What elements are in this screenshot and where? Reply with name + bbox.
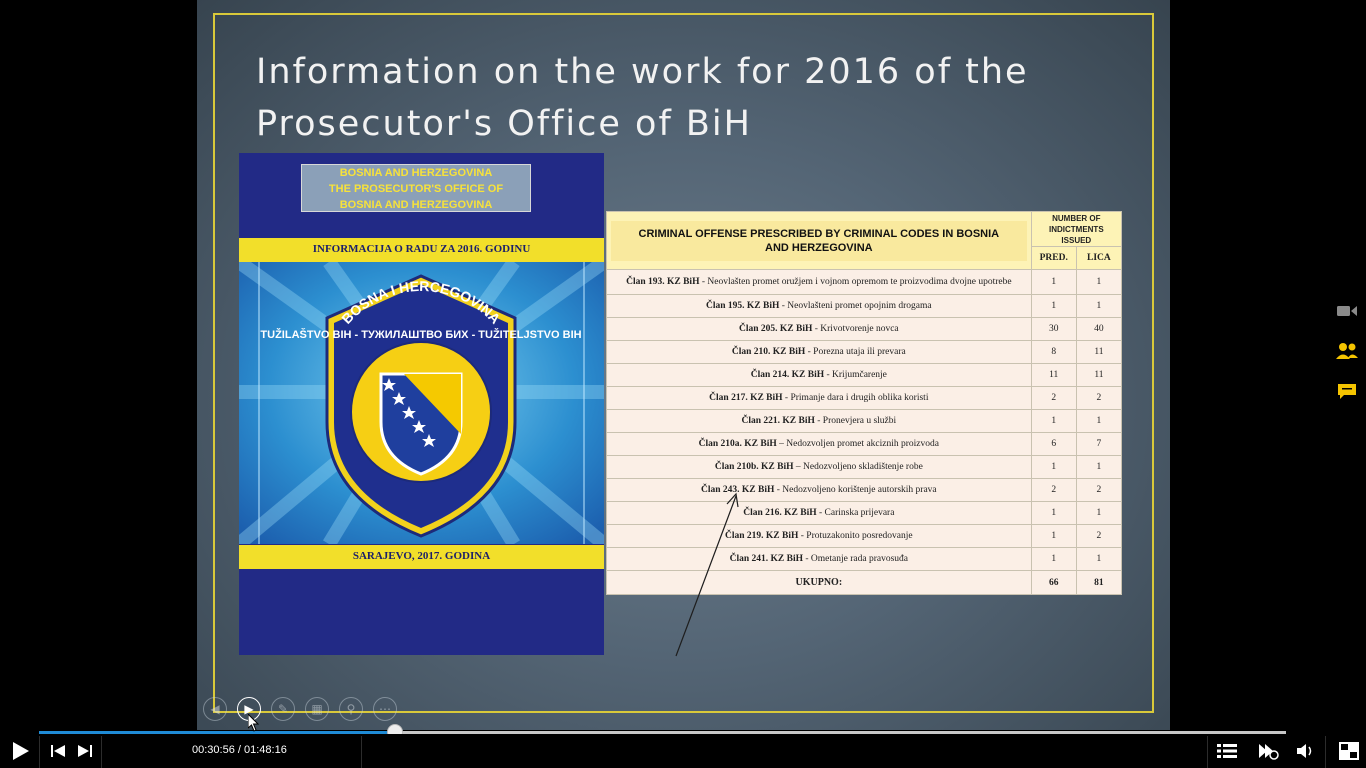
pred-cell: 30 [1031, 318, 1076, 341]
lica-cell: 1 [1076, 548, 1121, 571]
offense-article: Član 210a. KZ BiH [698, 439, 777, 449]
offense-description: Ometanje rada pravosuđa [810, 554, 908, 564]
previous-slide-icon[interactable]: ◀ [203, 697, 227, 721]
current-time: 00:30:56 [192, 744, 235, 756]
offense-description: Pronevjera u službi [822, 416, 897, 426]
pen-icon[interactable]: ✎ [271, 697, 295, 721]
total-lica: 81 [1076, 571, 1121, 595]
lica-cell: 2 [1076, 525, 1121, 548]
offense-separator: - [824, 370, 833, 380]
offense-description: Neovlašteni promet opojnim drogama [787, 301, 932, 311]
offense-separator: - [814, 416, 823, 426]
cover-header-line-1: BOSNIA AND HERZEGOVINA [339, 167, 493, 179]
offense-separator: - [798, 531, 807, 541]
participants-icon[interactable] [1334, 340, 1360, 362]
pred-cell: 2 [1031, 387, 1076, 410]
time-display [192, 734, 287, 768]
lica-cell: 40 [1076, 318, 1121, 341]
offense-description: Neovlašten promet oružjem i vojnom opremom te proizvodima dvojne upotrebe [707, 276, 1012, 287]
pred-cell: 1 [1031, 525, 1076, 548]
pred-cell: 1 [1031, 548, 1076, 571]
offense-separator: - [779, 301, 788, 311]
lica-cell: 1 [1076, 410, 1121, 433]
mouse-cursor [248, 714, 260, 732]
offense-description: Carinska prijevara [824, 508, 895, 518]
skip-previous-button[interactable] [45, 734, 71, 768]
lica-cell: 1 [1076, 456, 1121, 479]
offense-article: Član 217. KZ BiH [709, 393, 783, 403]
slide-toolbar [203, 697, 397, 721]
offense-separator: - [816, 508, 825, 518]
offense-separator: - [699, 276, 708, 287]
control-divider [39, 736, 40, 768]
next-slide-icon[interactable]: ▶ [237, 697, 261, 721]
time-separator: / [234, 744, 244, 756]
slides-icon[interactable]: ▦ [305, 697, 329, 721]
offense-article: Član 195. KZ BiH [706, 301, 780, 311]
offense-description: Porezna utaja ili prevara [813, 347, 906, 357]
table-header-number: NUMBER OF INDICTMENTS ISSUED [1031, 212, 1121, 247]
play-button[interactable] [0, 734, 39, 768]
total-label: UKUPNO: [607, 571, 1032, 595]
pred-cell: 1 [1031, 295, 1076, 318]
offense-article: Član 210b. KZ BiH [714, 462, 794, 472]
offense-article: Član 221. KZ BiH [741, 416, 815, 426]
lica-cell: 2 [1076, 479, 1121, 502]
cover-header-line-3: BOSNIA AND HERZEGOVINA [339, 199, 493, 211]
zoom-icon[interactable]: ⚲ [339, 697, 363, 721]
offense-description: Protuzakonito posredovanje [806, 531, 913, 541]
emblem-top-text: BOSNA I HERCEGOVINA [338, 277, 504, 327]
lica-cell: 1 [1076, 502, 1121, 525]
offense-article: Član 193. KZ BiH [626, 276, 700, 287]
offense-article: Član 205. KZ BiH [738, 324, 813, 334]
offense-article: Član 210. KZ BiH [731, 347, 806, 357]
offense-article: Član 243. KZ BiH [701, 485, 775, 495]
grid-menu-icon [1217, 744, 1237, 758]
offense-article: Član 219. KZ BiH [725, 531, 799, 541]
skip-next-icon [78, 745, 92, 757]
lica-cell: 7 [1076, 433, 1121, 456]
cover-band-top-text: INFORMACIJA O RADU ZA 2016. GODINU [312, 243, 531, 255]
pred-cell: 1 [1031, 456, 1076, 479]
control-divider [361, 736, 362, 768]
chat-icon[interactable] [1334, 381, 1360, 403]
pred-cell: 8 [1031, 341, 1076, 364]
column-header-lica: LICA [1076, 247, 1121, 270]
offense-description: Krijumčarenje [832, 370, 887, 380]
skip-next-button[interactable] [72, 734, 98, 768]
presentation-slide [197, 0, 1170, 730]
offense-article: Član 216. KZ BiH [743, 508, 817, 518]
play-icon [11, 742, 29, 760]
pred-cell: 6 [1031, 433, 1076, 456]
pred-cell: 11 [1031, 364, 1076, 387]
offense-separator: - [812, 324, 821, 334]
annotation-arrow-line [676, 496, 736, 656]
duration: 01:48:16 [244, 744, 287, 756]
layout-button[interactable] [1331, 734, 1366, 768]
lica-cell: 2 [1076, 387, 1121, 410]
control-divider [1207, 736, 1208, 768]
total-pred: 66 [1031, 571, 1076, 595]
offense-separator: – [776, 439, 787, 449]
slide-title-line-1: Information on the work for 2016 of the [256, 52, 1029, 92]
offense-separator: – [793, 462, 804, 472]
offense-description: Krivotvorenje novca [820, 324, 899, 334]
volume-button[interactable] [1293, 734, 1319, 768]
lica-cell: 11 [1076, 341, 1121, 364]
pred-cell: 2 [1031, 479, 1076, 502]
offense-description: Nedozvoljeno korištenje autorskih prava [782, 485, 937, 495]
playback-speed-button[interactable] [1254, 734, 1282, 768]
offense-article: Član 241. KZ BiH [729, 554, 803, 564]
offense-description: Primanje dara i drugih oblika koristi [790, 393, 929, 403]
offense-separator: - [782, 393, 791, 403]
offense-article: Član 214. KZ BiH [750, 370, 825, 380]
more-icon[interactable]: ⋯ [373, 697, 397, 721]
offense-separator: - [803, 554, 811, 564]
lica-cell: 1 [1076, 270, 1121, 295]
lica-cell: 11 [1076, 364, 1121, 387]
pen-annotation [197, 0, 1170, 730]
lica-cell: 1 [1076, 295, 1121, 318]
pred-cell: 1 [1031, 410, 1076, 433]
video-camera-icon[interactable] [1334, 300, 1360, 322]
control-divider [1325, 736, 1326, 768]
cover-band-bottom-text: SARAJEVO, 2017. GODINA [352, 550, 491, 562]
offense-description: Nedozvoljen promet akciznih proizvoda [786, 439, 939, 449]
cover-header-line-2: THE PROSECUTOR'S OFFICE OF [328, 183, 504, 195]
offense-separator: - [805, 347, 814, 357]
emblem-ring-text: TUŽILAŠTVO BIH - ТУЖИЛАШТВО БИХ - TUŽITELJSTVO BIH [260, 329, 582, 341]
player-controls [0, 734, 1366, 768]
slide-title-line-2: Prosecutor's Office of BiH [256, 104, 752, 144]
volume-icon [1297, 743, 1315, 759]
column-header-pred: PRED. [1031, 247, 1076, 270]
layout-icon [1339, 742, 1359, 760]
pred-cell: 1 [1031, 502, 1076, 525]
offense-description: Nedozvoljeno skladištenje robe [803, 462, 923, 472]
table-header-offense-text: CRIMINAL OFFENSE PRESCRIBED BY CRIMINAL CODES IN BOSNIA AND HERZEGOVINA [611, 221, 1027, 261]
playback-speed-icon [1257, 742, 1279, 760]
chapters-button[interactable] [1212, 734, 1242, 768]
offense-separator: - [774, 485, 783, 495]
control-divider [101, 736, 102, 768]
pred-cell: 1 [1031, 270, 1076, 295]
skip-previous-icon [51, 745, 65, 757]
